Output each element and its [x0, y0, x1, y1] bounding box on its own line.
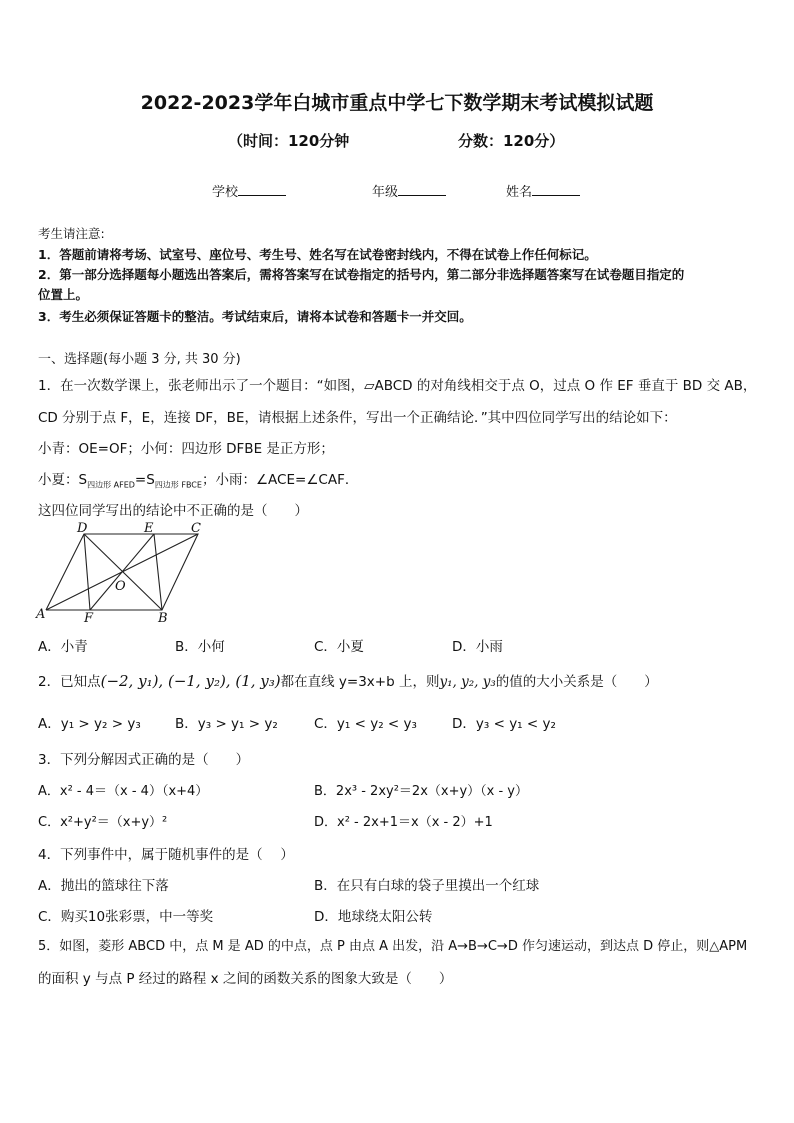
section-heading: 一、选择题(每小题 3 分, 共 30 分)	[38, 352, 241, 367]
q3-option-d: D．x² - 2x+1＝x（x - 2）+1	[314, 815, 493, 830]
label-d: D	[77, 521, 88, 536]
q1-line4	[38, 468, 358, 491]
q3-option-c: C．x²+y²＝（x+y）²	[38, 815, 168, 830]
q2-option-d: D．y₃ < y₁ < y₂	[452, 716, 556, 732]
label-f: F	[84, 611, 94, 626]
q4-option-a: A．抛出的篮球往下落	[38, 878, 169, 894]
notes-heading: 考生请注意:	[38, 226, 105, 241]
q5-line2: 的面积 y 与点 P 经过的路程 x 之间的函数关系的图象大致是（ ）	[38, 971, 453, 987]
school-field	[212, 181, 286, 200]
q4-option-c: C．购买10张彩票，中一等奖	[38, 909, 214, 925]
exam-score: 分数：120分）	[458, 132, 565, 150]
parallelogram-figure	[34, 520, 210, 626]
q2-option-c: C．y₁ < y₂ < y₃	[314, 716, 417, 732]
q1-line1: 1．在一次数学课上，张老师出示了一个题目：“如图，▱ABCD 的对角线相交于点 O，过点 O 作 EF 垂直于 BD 交 AB，	[38, 378, 757, 394]
note-item: 2．第一部分选择题每小题选出答案后，需将答案写在试卷指定的括号内，第二部分非选择题答案写在试卷题目指定的	[38, 267, 685, 282]
grade-blank	[398, 183, 446, 196]
exam-time: （时间：120分钟	[228, 132, 350, 150]
segment-df	[84, 534, 90, 610]
label-c: C	[191, 521, 201, 536]
segment-ef	[90, 534, 154, 610]
grade-field	[372, 181, 446, 200]
q1-option-a: A．小青	[38, 639, 88, 655]
q2-stem-part: 都在直线 y=3x+b 上，则	[280, 674, 440, 690]
segment-be	[154, 534, 162, 610]
q1-line4-part: ；小雨：∠ACE=∠CAF．	[201, 472, 359, 488]
school-label: 学校	[212, 185, 239, 200]
q2-points: (−2, y₁), (−1, y₂), (1, y₃)	[100, 672, 281, 690]
q4-option-d: D．地球绕太阳公转	[314, 909, 433, 925]
grade-label: 年级	[372, 185, 399, 200]
note-item: 位置上。	[38, 287, 89, 302]
name-field	[506, 181, 580, 200]
label-o: O	[115, 579, 126, 594]
name-label: 姓名	[506, 185, 533, 200]
q1-option-b: B．小何	[175, 639, 225, 655]
q1-line4-part: 小夏：S	[38, 472, 88, 488]
label-b: B	[158, 611, 168, 626]
q1-option-d: D．小雨	[452, 639, 503, 655]
q1-sub-fbce: 四边形 FBCE	[154, 480, 202, 490]
q2-stem-part: 的值的大小关系是（ ）	[495, 674, 658, 690]
q1-line3: 小青：OE=OF；小何：四边形 DFBE 是正方形；	[38, 441, 334, 457]
q3-stem: 3．下列分解因式正确的是（ ）	[38, 752, 250, 768]
q1-line5: 这四位同学写出的结论中不正确的是（ ）	[38, 503, 308, 519]
label-a: A	[36, 607, 46, 622]
name-blank	[532, 183, 580, 196]
q2-option-a: A．y₁ > y₂ > y₃	[38, 716, 141, 732]
q1-option-c: C．小夏	[314, 639, 364, 655]
q1-line4-part: =S	[134, 472, 155, 488]
q1-line2: CD 分别于点 F，E，连接 DF，BE，请根据上述条件，写出一个正确结论．”其中四位同学写出的结论如下：	[38, 410, 677, 426]
q2-option-b: B．y₃ > y₁ > y₂	[175, 716, 278, 732]
diagonal-bd	[84, 534, 162, 610]
note-item: 1．答题前请将考场、试室号、座位号、考生号、姓名写在试卷密封线内，不得在试卷上作任何标记。	[38, 247, 597, 262]
note-item: 3．考生必须保证答题卡的整洁。考试结束后，请将本试卷和答题卡一并交回。	[38, 309, 472, 324]
q4-option-b: B．在只有白球的袋子里摸出一个红球	[314, 878, 540, 894]
q3-option-b: B．2x³ - 2xy²＝2x（x+y）（x - y）	[314, 784, 529, 799]
label-e: E	[144, 521, 154, 536]
q5-line1: 5．如图，菱形 ABCD 中，点 M 是 AD 的中点，点 P 由点 A 出发，沿 A→B→C→D 作匀速运动，到达点 D 停止，则△APM	[38, 939, 748, 954]
q2-vars: y₁, y₂, y₃	[439, 674, 496, 690]
q3-option-a: A．x² - 4＝（x - 4）（x+4）	[38, 784, 209, 799]
q2-stem-part: 2．已知点	[38, 674, 101, 690]
school-blank	[238, 183, 286, 196]
q4-stem: 4．下列事件中，属于随机事件的是（ ）	[38, 847, 294, 863]
page-title: 2022-2023学年白城市重点中学七下数学期末考试模拟试题	[140, 92, 654, 114]
q2-stem	[38, 670, 658, 690]
q1-sub-afed: 四边形 AFED	[87, 480, 135, 490]
